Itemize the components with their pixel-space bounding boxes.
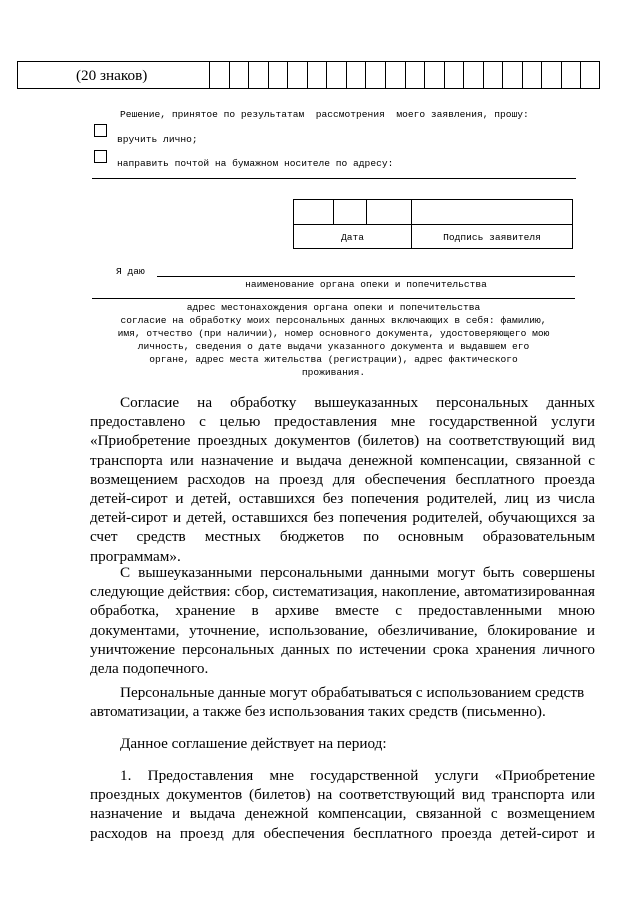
address-caption: адрес местонахождения органа опеки и попечительства <box>186 302 481 313</box>
character-cell-divider <box>268 62 269 88</box>
character-cell-divider <box>444 62 445 88</box>
paragraph-line: дела подопечного. <box>90 660 209 678</box>
character-cell-divider <box>209 62 210 88</box>
signature-label: Подпись заявителя <box>443 232 541 243</box>
character-cells[interactable] <box>209 62 600 88</box>
paragraph-line: предоставлено с целью предоставления мне государственной услуги <box>90 413 595 431</box>
character-cell-divider <box>326 62 327 88</box>
paragraph-line: детей-сирот и детей, оставшихся без попечения родителей, лиц из числа <box>90 490 595 508</box>
character-cell-divider <box>346 62 347 88</box>
paragraph-line: автоматизации, а также без использования таких средств (письменно). <box>90 703 546 721</box>
option-hand-delivery-checkbox[interactable] <box>94 124 107 137</box>
authority-address-line[interactable] <box>92 298 575 299</box>
character-cell-divider <box>561 62 562 88</box>
character-cell-divider <box>463 62 464 88</box>
consent-line: органе, адрес места жительства (регистрации), адрес фактического <box>149 354 518 365</box>
table-row-divider <box>294 224 572 225</box>
authority-name-line[interactable] <box>157 276 575 277</box>
paragraph-line: назначение и выдача денежной компенсации, связанной с возмещением <box>90 805 595 823</box>
character-cell-divider <box>229 62 230 88</box>
consent-text <box>92 314 575 379</box>
signature-entry-cell[interactable] <box>412 200 572 224</box>
character-cell-divider <box>307 62 308 88</box>
paragraph-line: следующие действия: сбор, систематизация, накопление, автоматизированная <box>90 583 595 601</box>
paragraph-line: 1. Предоставления мне государственной услуги «Приобретение <box>120 767 595 784</box>
paragraph-line: Персональные данные могут обрабатываться с использованием средств <box>120 684 585 701</box>
option-hand-delivery-label: вручить лично; <box>117 134 198 145</box>
character-cell-divider <box>405 62 406 88</box>
character-cell-divider <box>248 62 249 88</box>
character-cell-divider <box>502 62 503 88</box>
paragraph-line: проездных документов (билетов) на соответствующий вид транспорта или <box>90 786 595 804</box>
character-cell-divider <box>483 62 484 88</box>
paragraph-line: С вышеуказанными персональными данными могут быть совершены <box>120 564 595 581</box>
mail-address-line[interactable] <box>92 178 576 179</box>
consent-line: личность, сведения о дате выдачи указанного документа и выдавшем его <box>137 341 530 352</box>
paragraph-line: уничтожение персональных данных по истечении срока хранения личного <box>90 640 595 658</box>
character-cell-divider <box>580 62 581 88</box>
paragraph-processing <box>90 683 595 721</box>
character-cell-divider <box>522 62 523 88</box>
paragraph-line: обработка, хранение в архиве вместе с предоставленными мною <box>90 602 595 620</box>
i-give-label: Я даю <box>116 266 145 277</box>
consent-line: имя, отчество (при наличии), номер основного документа, удостоверяющего мою <box>117 328 550 339</box>
date-signature-table <box>293 199 573 249</box>
date-label: Дата <box>340 232 365 243</box>
consent-line: согласие на обработку моих персональных данных включающих в себя: фамилию, <box>120 315 547 326</box>
paragraph-line: программам». <box>90 547 181 565</box>
date-entry-cell[interactable] <box>294 200 411 224</box>
character-cell-divider <box>365 62 366 88</box>
paragraph-line: возмещением расходов на проезд для обеспечения бесплатного проезда <box>90 470 595 488</box>
character-cell-divider <box>424 62 425 88</box>
paragraph-line: счет средств местных бюджетов по основным образовательным <box>90 528 595 546</box>
decision-intro: Решение, принятое по результатам рассмотрения моего заявления, прошу: <box>120 109 529 120</box>
authority-caption: наименование органа опеки и попечительства <box>245 279 487 290</box>
option-mail-label: направить почтой на бумажном носителе по адресу: <box>117 158 394 169</box>
paragraph-item-1 <box>90 766 595 843</box>
character-field-label: (20 знаков) <box>76 67 148 84</box>
option-mail-checkbox[interactable] <box>94 150 107 163</box>
paragraph-line: документами, уточнение, использование, обезличивание, блокирование и <box>90 621 595 639</box>
paragraph-line: Согласие на обработку вышеуказанных персональных данных <box>120 394 595 411</box>
paragraph-purpose <box>90 393 595 566</box>
paragraph-line: «Приобретение проездных документов (билетов) на соответствующий вид <box>90 432 595 450</box>
consent-line: проживания. <box>301 367 366 378</box>
character-cell-divider <box>287 62 288 88</box>
character-field-row <box>17 61 600 89</box>
character-cell-divider <box>541 62 542 88</box>
character-cell-divider <box>385 62 386 88</box>
paragraph-actions <box>90 563 595 678</box>
paragraph-line: детей-сирот и детей, оставшихся без попечения родителей, обучающихся за <box>90 509 595 527</box>
paragraph-line: расходов на проезд для обеспечения бесплатного проезда детей-сирот и <box>90 824 595 842</box>
paragraph-line: транспорта или назначение и выдача денежной компенсации, связанной с <box>90 451 595 469</box>
paragraph-period: Данное соглашение действует на период: <box>120 735 387 752</box>
